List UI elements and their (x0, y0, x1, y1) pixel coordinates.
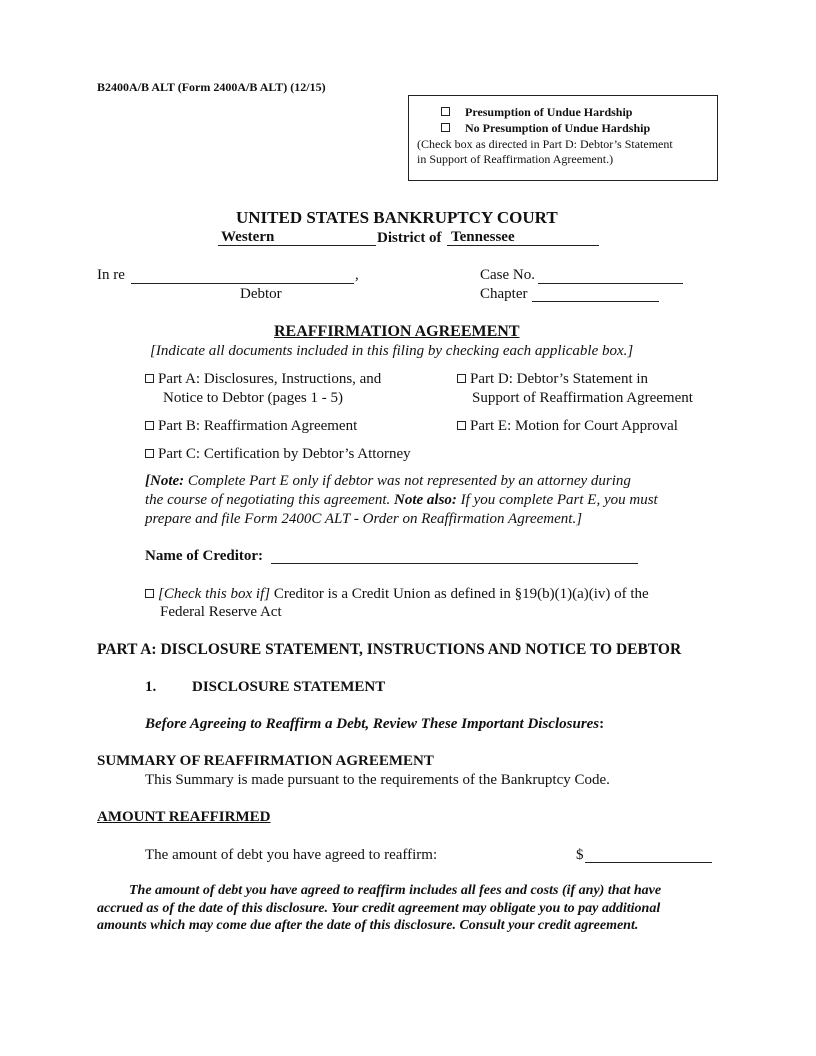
debtor-name-field[interactable] (131, 283, 354, 284)
case-no-field[interactable] (538, 283, 683, 284)
district-state: Tennessee (451, 229, 515, 245)
court-title: UNITED STATES BANKRUPTCY COURT (236, 208, 558, 227)
note-line-1 (145, 473, 631, 490)
checkbox-icon[interactable] (145, 589, 154, 598)
amount-note-1: The amount of debt you have agreed to reaffirm includes all fees and costs (if any) that have (129, 883, 662, 898)
box-instruction-1: (Check box as directed in Part D: Debtor’s Statement (417, 137, 673, 151)
part-a-option[interactable] (145, 371, 381, 388)
section-title: DISCLOSURE STATEMENT (192, 679, 386, 695)
checkbox-icon[interactable] (441, 123, 450, 132)
district-name: Western (221, 229, 275, 245)
checkbox-icon[interactable] (457, 374, 466, 383)
indicate-instruction: [Indicate all documents included in this filing by checking each applicable box.] (150, 343, 634, 359)
checkbox-icon[interactable] (145, 374, 154, 383)
presumption-option[interactable] (441, 105, 632, 120)
amount-field[interactable] (585, 862, 712, 863)
note-line-2 (145, 492, 658, 509)
note-text-3: If you complete Part E, you must (456, 492, 658, 508)
amount-note-2: accrued as of the date of this disclosure. Your credit agreement may obligate you to pay additional (97, 901, 661, 916)
caption-comma: , (355, 267, 359, 283)
checkbox-icon[interactable] (145, 421, 154, 430)
no-presumption-option[interactable] (441, 121, 650, 136)
part-b-option[interactable] (145, 418, 357, 435)
part-d-label-2: Support of Reaffirmation Agreement (472, 390, 693, 406)
amount-heading: AMOUNT REAFFIRMED (97, 809, 271, 825)
credit-union-italic: [Check this box if] (158, 586, 271, 602)
checkbox-icon[interactable] (457, 421, 466, 430)
part-d-label: Part D: Debtor’s Statement in (470, 371, 649, 387)
part-a-label: Part A: Disclosures, Instructions, and (158, 371, 382, 387)
note-label: [Note: (145, 473, 185, 489)
district-of-label: District of (377, 230, 442, 246)
review-notice (145, 716, 604, 733)
amount-label: The amount of debt you have agreed to reaffirm: (145, 847, 438, 863)
summary-heading: SUMMARY OF REAFFIRMATION AGREEMENT (97, 753, 434, 769)
credit-union-option[interactable] (145, 586, 649, 603)
box-instruction-2: in Support of Reaffirmation Agreement.) (417, 152, 614, 166)
amount-note-3: amounts which may come due after the date of this disclosure. Consult your credit agreement. (97, 918, 639, 933)
district-name-line (218, 245, 376, 246)
in-re-label: In re (97, 267, 125, 283)
note-line-3: prepare and file Form 2400C ALT - Order on Reaffirmation Agreement.] (145, 511, 583, 527)
part-c-label: Part C: Certification by Debtor’s Attorney (158, 446, 411, 462)
part-e-label: Part E: Motion for Court Approval (470, 418, 678, 434)
debtor-label: Debtor (240, 286, 282, 302)
no-presumption-label: No Presumption of Undue Hardship (465, 121, 651, 135)
district-state-line (447, 245, 599, 246)
note-text-1: Complete Part E only if debtor was not represented by an attorney during (184, 473, 631, 489)
form-id: B2400A/B ALT (Form 2400A/B ALT) (12/15) (97, 80, 326, 94)
chapter-field[interactable] (532, 301, 659, 302)
agreement-title: REAFFIRMATION AGREEMENT (274, 323, 520, 340)
checkbox-icon[interactable] (145, 449, 154, 458)
creditor-name-field[interactable] (271, 563, 638, 564)
note-also-label: Note also: (394, 492, 457, 508)
part-a-label-2: Notice to Debtor (pages 1 - 5) (163, 390, 343, 406)
note-text-2: the course of negotiating this agreement. (145, 492, 394, 508)
case-no-label: Case No. (480, 267, 535, 283)
review-notice-text: Before Agreeing to Reaffirm a Debt, Review These Important Disclosures (145, 716, 600, 732)
part-b-label: Part B: Reaffirmation Agreement (158, 418, 358, 434)
part-d-option[interactable] (457, 371, 648, 388)
creditor-label: Name of Creditor: (145, 548, 264, 564)
dollar-sign: $ (576, 847, 584, 863)
credit-union-text-2: Federal Reserve Act (160, 604, 282, 620)
presumption-label: Presumption of Undue Hardship (465, 105, 633, 119)
part-e-option[interactable] (457, 418, 678, 435)
checkbox-icon[interactable] (441, 107, 450, 116)
part-c-option[interactable] (145, 446, 411, 463)
part-a-heading: PART A: DISCLOSURE STATEMENT, INSTRUCTIONS AND NOTICE TO DEBTOR (97, 641, 682, 658)
review-colon: : (599, 716, 605, 732)
section-number: 1. (145, 679, 157, 695)
credit-union-text: Creditor is a Credit Union as defined in §19(b)(1)(a)(iv) of the (270, 586, 649, 602)
chapter-label: Chapter (480, 286, 528, 302)
summary-text: This Summary is made pursuant to the requirements of the Bankruptcy Code. (145, 772, 610, 788)
